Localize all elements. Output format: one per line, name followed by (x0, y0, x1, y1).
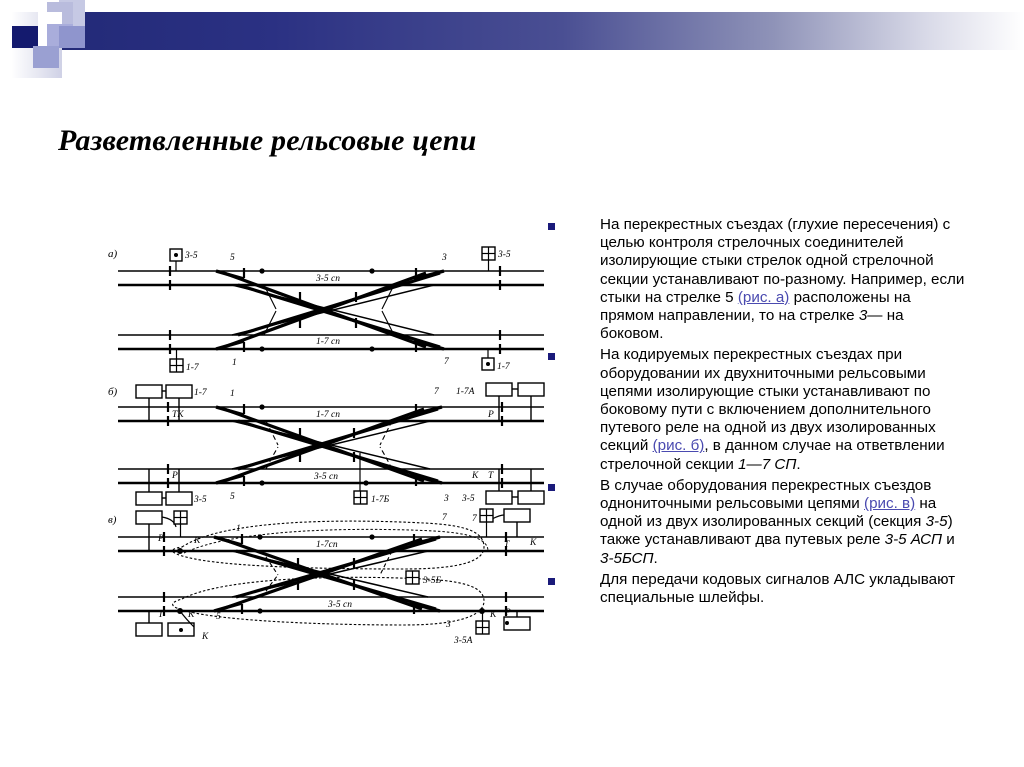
body-text: В случае оборудования перекрестных съездов однониточными рельсовыми цепями (600, 476, 932, 513)
label-a-3-5-sp: 3-5 сп (316, 274, 341, 284)
label-b-switch-3: 3 (444, 494, 449, 504)
symbol-dot-in-square-3-5-left (170, 249, 182, 271)
label-b-k-right: К (472, 471, 479, 481)
label-b-r-left: Р (172, 471, 178, 481)
body-text: расположены на прямом направлении, то на стрелке (600, 288, 911, 325)
equipment-box-3-5-right (486, 469, 544, 504)
label-b-switch-5: 5 (230, 492, 235, 502)
railway-track-circuit-diagram (104, 243, 556, 646)
bullet-text-2 (555, 346, 968, 473)
label-v-switch-7a: 7 (442, 513, 447, 523)
header-square-lavender-4 (33, 46, 59, 68)
equipment-box-1-7-left (136, 385, 192, 421)
symbol-cross-in-square-1-7-left (170, 349, 183, 372)
square-bullet-icon (548, 484, 555, 491)
label-b-3-5-right: 3-5 (462, 494, 475, 504)
bullet-text-1 (555, 216, 968, 343)
panel-a-caption: а) (108, 248, 118, 260)
list-item (548, 571, 968, 607)
label-b-switch-1: 1 (230, 389, 235, 399)
label-a-3-5-left: 3-5 (185, 251, 198, 261)
emphasis-text: 3-5 АСП (884, 531, 943, 549)
equipment-box-3-5-left (136, 469, 192, 505)
label-v-switch-7b: 7 (472, 514, 477, 524)
label-v-k-bottomleft-2: К (202, 632, 209, 642)
body-text: ) также устанавливают два путевых реле (600, 513, 953, 549)
list-item (548, 346, 968, 473)
label-v-switch-1: 1 (236, 524, 241, 534)
panel-v-caption: в) (108, 514, 117, 526)
label-v-switch-3: 3 (446, 620, 451, 630)
symbol-cross-in-square-3-5-right (482, 247, 495, 271)
header-square-lavender-3 (59, 26, 85, 48)
label-b-1-7b: 1-7Б (371, 495, 390, 505)
symbol-cross-in-square-3-5b (406, 571, 419, 584)
body-text: на одной из двух изолированных секций (секция (600, 495, 937, 531)
body-text: . (796, 455, 801, 473)
header-gradient-band (62, 12, 1024, 50)
body-text: На кодируемых перекрестных съездах при оборудовании их двухниточными рельсовыми цепями изолирующие стыки устанавливают по боковому пути с включением дополнительного путевого реле на одной из двух изолированных секций (600, 346, 936, 455)
label-a-1-7-left: 1-7 (186, 363, 199, 373)
label-v-k-topleft: К (194, 536, 201, 546)
body-text: . (653, 549, 658, 567)
page-title: Разветвленные рельсовые цепи (58, 124, 477, 158)
label-b-1-7-sp: 1-7 сп (316, 410, 341, 420)
label-v-r-rightbottom: Р (505, 608, 511, 618)
emphasis-text: 1—7 СП (738, 455, 797, 473)
label-v-3-5-sp: 3-5 сп (328, 600, 353, 610)
label-a-switch-3: 3 (442, 253, 447, 263)
header-square-navy (12, 26, 38, 48)
body-text: Для передачи кодовых сигналов АЛС укладывают специальные шлейфы. (600, 570, 956, 607)
label-b-1-7a: 1-7А (456, 387, 475, 397)
bullet-text-3 (555, 477, 968, 568)
equipment-box-right-top (492, 509, 530, 537)
equipment-box-r-left-top (136, 511, 176, 551)
figure-link[interactable]: (рис. а) (737, 288, 790, 306)
bullet-list (548, 216, 968, 610)
diagram-svg (104, 243, 556, 646)
label-a-3-5-right: 3-5 (498, 250, 511, 260)
diagram-panel-a (108, 247, 544, 373)
label-a-1-7-right: 1-7 (497, 362, 510, 372)
body-text: — на боковом. (600, 307, 904, 343)
label-v-k-righttop: К (530, 538, 537, 548)
label-v-t-righttop: Т (504, 540, 510, 550)
body-text: , в данном случае на ответвлении стрелочной секции (600, 437, 945, 473)
symbol-cross-in-square-v-righttop (480, 509, 493, 537)
label-b-3-5-left: 3-5 (194, 495, 207, 505)
list-item (548, 477, 968, 568)
label-v-switch-5: 5 (216, 612, 221, 622)
panel-b-caption: б) (108, 386, 118, 398)
symbol-cross-in-square-3-5a (476, 611, 489, 634)
label-a-switch-1: 1 (232, 358, 237, 368)
label-b-3-5-sp: 3-5 сп (314, 472, 339, 482)
label-b-t-right: Т (488, 471, 494, 481)
emphasis-text: 3 (858, 307, 868, 325)
list-item (548, 216, 968, 343)
label-v-k-rightbottom: К (490, 610, 497, 620)
label-a-switch-5: 5 (230, 253, 235, 263)
label-v-r-topleft: Р (158, 534, 164, 544)
figure-link[interactable]: (рис. б) (652, 437, 705, 455)
symbol-dot-in-square-1-7-right (482, 349, 494, 370)
label-b-switch-7: 7 (434, 387, 439, 397)
bullet-text-4 (555, 571, 968, 607)
label-b-1-7: 1-7 (194, 388, 207, 398)
square-bullet-icon (548, 578, 555, 585)
label-b-tk: ТК (172, 410, 184, 420)
symbol-cross-in-square-v-left (174, 511, 187, 537)
label-v-3-5a: 3-5А (454, 636, 473, 646)
body-text: На перекрестных съездах (глухие пересечения) с целью контроля стрелочных соединителей изолирующие стыки стрелок одной стрелочной секции устанавливают по-разному. Например, если стыки на стрелке 5 (600, 216, 965, 306)
square-bullet-icon (548, 223, 555, 230)
emphasis-text: 3-5 (925, 513, 948, 531)
square-bullet-icon (548, 353, 555, 360)
label-v-t-bottomleft: Т (158, 610, 164, 620)
equipment-box-1-7a-right (486, 383, 544, 421)
body-text: и (942, 531, 955, 549)
emphasis-text: 3-5БСП (600, 549, 654, 567)
label-v-3-5b: 3-5Б (423, 576, 442, 586)
diagram-panel-b (108, 383, 544, 505)
diagram-panel-v (108, 509, 544, 646)
label-v-k-bottomleft: К (188, 610, 195, 620)
label-v-1-7-sp: 1-7сп (316, 540, 338, 550)
label-a-switch-7: 7 (444, 357, 449, 367)
label-a-1-7-sp: 1-7 сп (316, 337, 341, 347)
label-b-r-right: Р (488, 410, 494, 420)
figure-link[interactable]: (рис. в) (864, 495, 916, 513)
